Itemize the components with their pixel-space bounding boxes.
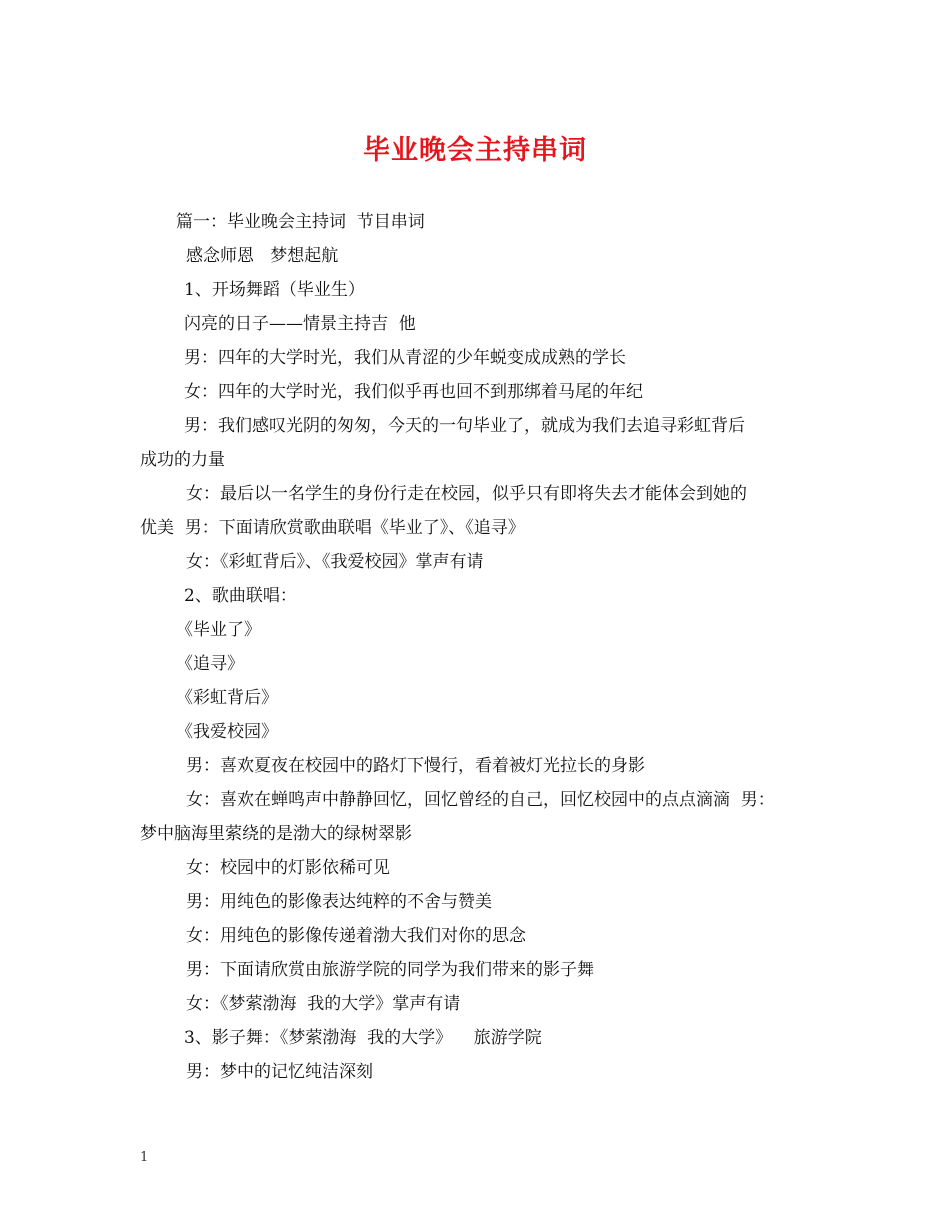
paragraph-line: 优美 男：下面请欣赏歌曲联唱《毕业了》、《追寻》: [140, 518, 525, 538]
paragraph-line: 篇一：毕业晚会主持词 节目串词: [176, 212, 425, 232]
paragraph-line: 《追寻》: [176, 654, 244, 674]
paragraph-line: 男：喜欢夏夜在校园中的路灯下慢行，看着被灯光拉长的身影: [186, 756, 645, 776]
paragraph-line: 感念师恩 梦想起航: [186, 246, 339, 266]
paragraph-line: 男：用纯色的影像表达纯粹的不舍与赞美: [186, 892, 492, 912]
paragraph-line: 《毕业了》: [176, 620, 261, 640]
paragraph-line: 女：校园中的灯影依稀可见: [186, 858, 390, 878]
paragraph-line: 1、开场舞蹈（毕业生）: [184, 280, 365, 300]
paragraph-line: 《彩虹背后》: [176, 688, 278, 708]
document-body: [140, 205, 840, 1089]
paragraph-line: 男：我们感叹光阴的匆匆，今天的一句毕业了，就成为我们去追寻彩虹背后: [184, 416, 745, 436]
paragraph-line: 《我爱校园》: [176, 722, 278, 742]
paragraph-line: 3、影子舞：《梦萦渤海 我的大学》 旅游学院: [184, 1028, 542, 1048]
page-number: 1: [140, 1150, 149, 1165]
paragraph-line: 女：最后以一名学生的身份行走在校园，似乎只有即将失去才能体会到她的: [186, 484, 747, 504]
paragraph-line: 女：《梦萦渤海 我的大学》掌声有请: [186, 994, 461, 1014]
paragraph-line: 梦中脑海里萦绕的是渤大的绿树翠影: [140, 824, 412, 844]
paragraph-line: 女：喜欢在蝉鸣声中静静回忆，回忆曾经的自己，回忆校园中的点点滴滴 男：: [186, 790, 775, 810]
paragraph-line: 女：用纯色的影像传递着渤大我们对你的思念: [186, 926, 526, 946]
paragraph-line: 成功的力量: [140, 450, 225, 470]
paragraph-line: 2、歌曲联唱：: [184, 586, 297, 606]
paragraph-line: 闪亮的日子——情景主持吉 他: [184, 314, 416, 334]
paragraph-line: 男：梦中的记忆纯洁深刻: [186, 1062, 373, 1082]
paragraph-line: 女：四年的大学时光，我们似乎再也回不到那绑着马尾的年纪: [184, 382, 643, 402]
paragraph-line: 男：四年的大学时光，我们从青涩的少年蜕变成成熟的学长: [184, 348, 626, 368]
document-title: 毕业晚会主持串词: [363, 135, 587, 166]
paragraph-line: 女：《彩虹背后》、《我爱校园》掌声有请: [186, 552, 484, 572]
paragraph-line: 男：下面请欣赏由旅游学院的同学为我们带来的影子舞: [186, 960, 594, 980]
